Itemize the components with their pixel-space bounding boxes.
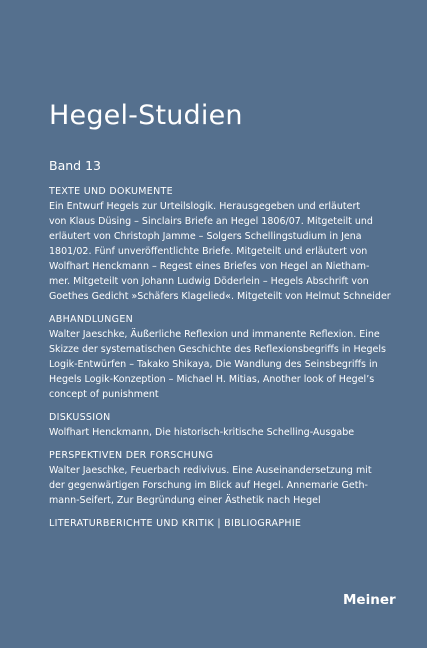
- contents-line: Goethes Gedicht »Schäfers Klagelied«. Mitgeteilt von Helmut Schneider: [49, 291, 391, 302]
- publisher-logo: Meiner: [343, 592, 396, 608]
- section-abhandlungen: [49, 312, 394, 402]
- contents-line: mer. Mitgeteilt von Johann Ludwig Döderlein – Hegels Abschrift von: [49, 276, 369, 287]
- section-heading: PERSPEKTIVEN DER FORSCHUNG: [49, 450, 214, 461]
- contents-line: Walter Jaeschke, Äußerliche Reflexion und immanente Reflexion. Eine: [49, 329, 380, 340]
- contents-line: Wolfhart Henckmann, Die historisch-kritische Schelling-Ausgabe: [49, 427, 355, 438]
- section-texte-und-dokumente: [49, 184, 394, 304]
- contents-line: Ein Entwurf Hegels zur Urteilslogik. Herausgegeben und erläutert: [49, 201, 361, 212]
- contents-line: von Klaus Düsing – Sinclairs Briefe an Hegel 1806/07. Mitgeteilt und: [49, 216, 373, 227]
- table-of-contents: [49, 184, 394, 531]
- contents-line: Logik-Entwürfen – Takako Shikaya, Die Wandlung des Seinsbegriffs in: [49, 359, 378, 370]
- contents-line: Skizze der systematischen Geschichte des Reflexionsbegriffs in Hegels: [49, 344, 386, 355]
- contents-line: mann-Seifert, Zur Begründung einer Ästhetik nach Hegel: [49, 495, 321, 506]
- section-diskussion: [49, 410, 394, 440]
- contents-line: 1801/02. Fünf unveröffentlichte Briefe. Mitgeteilt und erläutert von: [49, 246, 368, 257]
- contents-line: Hegels Logik-Konzeption – Michael H. Mitias, Another look of Hegel’s: [49, 374, 375, 385]
- section-heading: ABHANDLUNGEN: [49, 314, 134, 325]
- section-perspektiven-der-forschung: [49, 448, 394, 508]
- contents-line: Wolfhart Henckmann – Regest eines Briefes von Hegel an Nietham-: [49, 261, 370, 272]
- section-heading-literaturberichte: LITERATURBERICHTE UND KRITIK | BIBLIOGRAPHIE: [49, 518, 302, 529]
- contents-line: der gegenwärtigen Forschung im Blick auf Hegel. Annemarie Geth-: [49, 480, 368, 491]
- volume-number: Band 13: [49, 158, 101, 173]
- contents-line: erläutert von Christoph Jamme – Solgers Schellingstudium in Jena: [49, 231, 362, 242]
- section-heading: TEXTE UND DOKUMENTE: [49, 186, 173, 197]
- contents-line: Walter Jaeschke, Feuerbach redivivus. Eine Auseinandersetzung mit: [49, 465, 372, 476]
- contents-line: concept of punishment: [49, 389, 159, 400]
- book-title: Hegel-Studien: [49, 100, 243, 131]
- section-heading: DISKUSSION: [49, 412, 111, 423]
